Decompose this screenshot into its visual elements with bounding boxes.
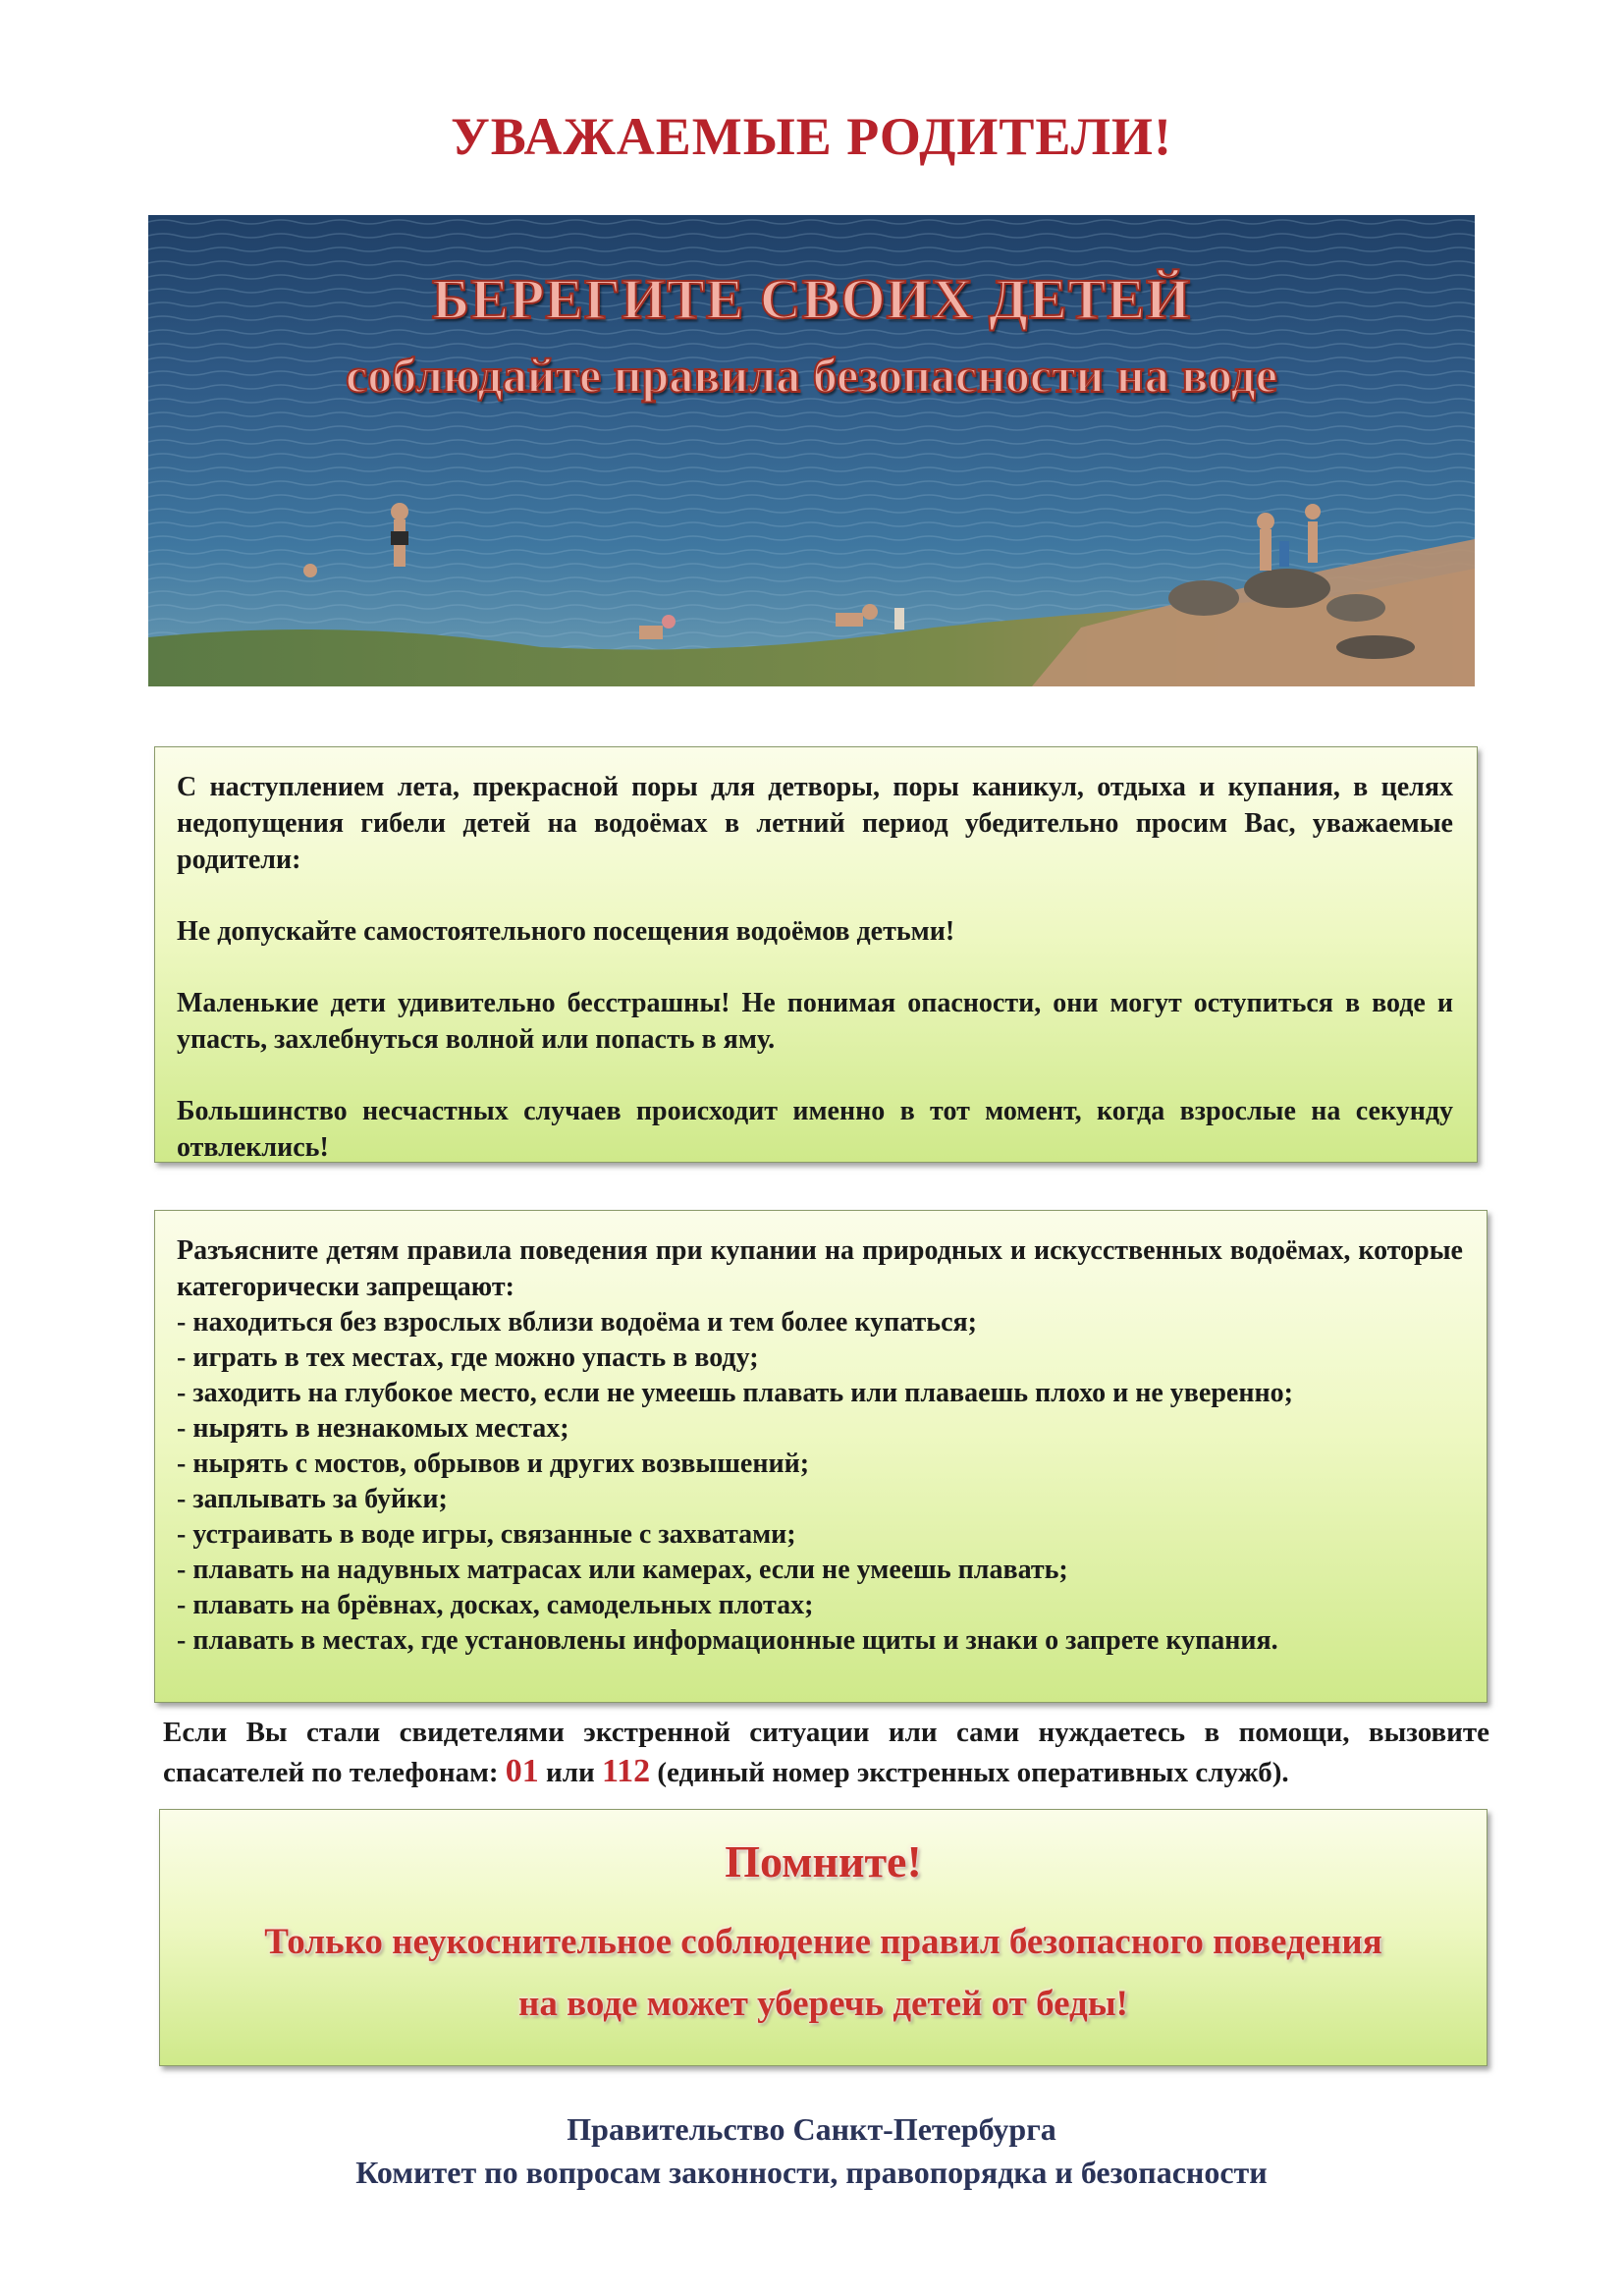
info-box (154, 746, 1478, 1163)
remember-box (159, 1809, 1488, 2066)
list-item: - нырять в незнакомых местах; (177, 1413, 569, 1444)
list-item: - находиться без взрослых вблизи водоёма и тем более купаться; (177, 1307, 977, 1338)
banner-headline: БЕРЕГИТЕ СВОИХ ДЕТЕЙ (431, 267, 1192, 331)
footer-organization: Правительство Санкт-Петербурга (567, 2111, 1056, 2147)
list-item: - плавать в местах, где установлены информационные щиты и знаки о запрете купания. (177, 1625, 1278, 1656)
page-title: УВАЖАЕМЫЕ РОДИТЕЛИ! (451, 107, 1172, 166)
rules-intro: Разъясните детям правила поведения при купании на природных и искусственных водоёмах, которые категорически запрещают: (177, 1235, 1463, 1302)
emergency-separator: или (538, 1757, 602, 1788)
list-item: - плавать на брёвнах, досках, самодельных плотах; (177, 1590, 814, 1620)
remember-line: Только неукоснительное соблюдение правил безопасного поведения (264, 1922, 1382, 1962)
remember-title: Помните! (725, 1836, 922, 1886)
banner (148, 215, 1475, 686)
emergency-text: Если Вы стали свидетелями экстренной ситуации или сами нуждаетесь в помощи, вызовите спасателей по телефонам: (163, 1717, 1489, 1788)
emergency-notice (163, 1713, 1489, 1792)
list-item: - устраивать в воде игры, связанные с захватами; (177, 1519, 796, 1550)
info-paragraph: Не допускайте самостоятельного посещения водоёмов детьми! (177, 916, 955, 947)
list-item: - плавать на надувных матрасах или камерах, если не умеешь плавать; (177, 1555, 1068, 1585)
list-item: - нырять с мостов, обрывов и других возвышений; (177, 1449, 810, 1479)
remember-line: на воде может уберечь детей от беды! (518, 1984, 1128, 2024)
emergency-text-after: (единый номер экстренных оперативных служб). (650, 1757, 1289, 1788)
info-paragraph: С наступлением лета, прекрасной поры для детворы, поры каникул, отдыха и купания, в целях недопущения гибели детей на водоёмах в летний период убедительно просим Вас, уважаемые родители: (177, 772, 1453, 875)
phone-number-112: 112 (601, 1753, 651, 1789)
rules-box (154, 1210, 1488, 1703)
info-paragraph: Маленькие дети удивительно бесстрашны! Не понимая опасности, они могут оступиться в воде и упасть, захлебнуться волной или попасть в яму. (177, 988, 1453, 1055)
phone-number-01: 01 (505, 1753, 539, 1789)
footer-committee: Комитет по вопросам законности, правопорядка и безопасности (355, 2155, 1268, 2190)
list-item: - играть в тех местах, где можно упасть в воду; (177, 1342, 759, 1373)
list-item: - заходить на глубокое место, если не умеешь плавать или плаваешь плохо и не уверенно; (177, 1378, 1293, 1408)
list-item: - заплывать за буйки; (177, 1484, 448, 1514)
info-paragraph: Большинство несчастных случаев происходит именно в тот момент, когда взрослые на секунду отвлеклись! (177, 1096, 1453, 1163)
banner-subheadline: соблюдайте правила безопасности на воде (346, 348, 1277, 403)
